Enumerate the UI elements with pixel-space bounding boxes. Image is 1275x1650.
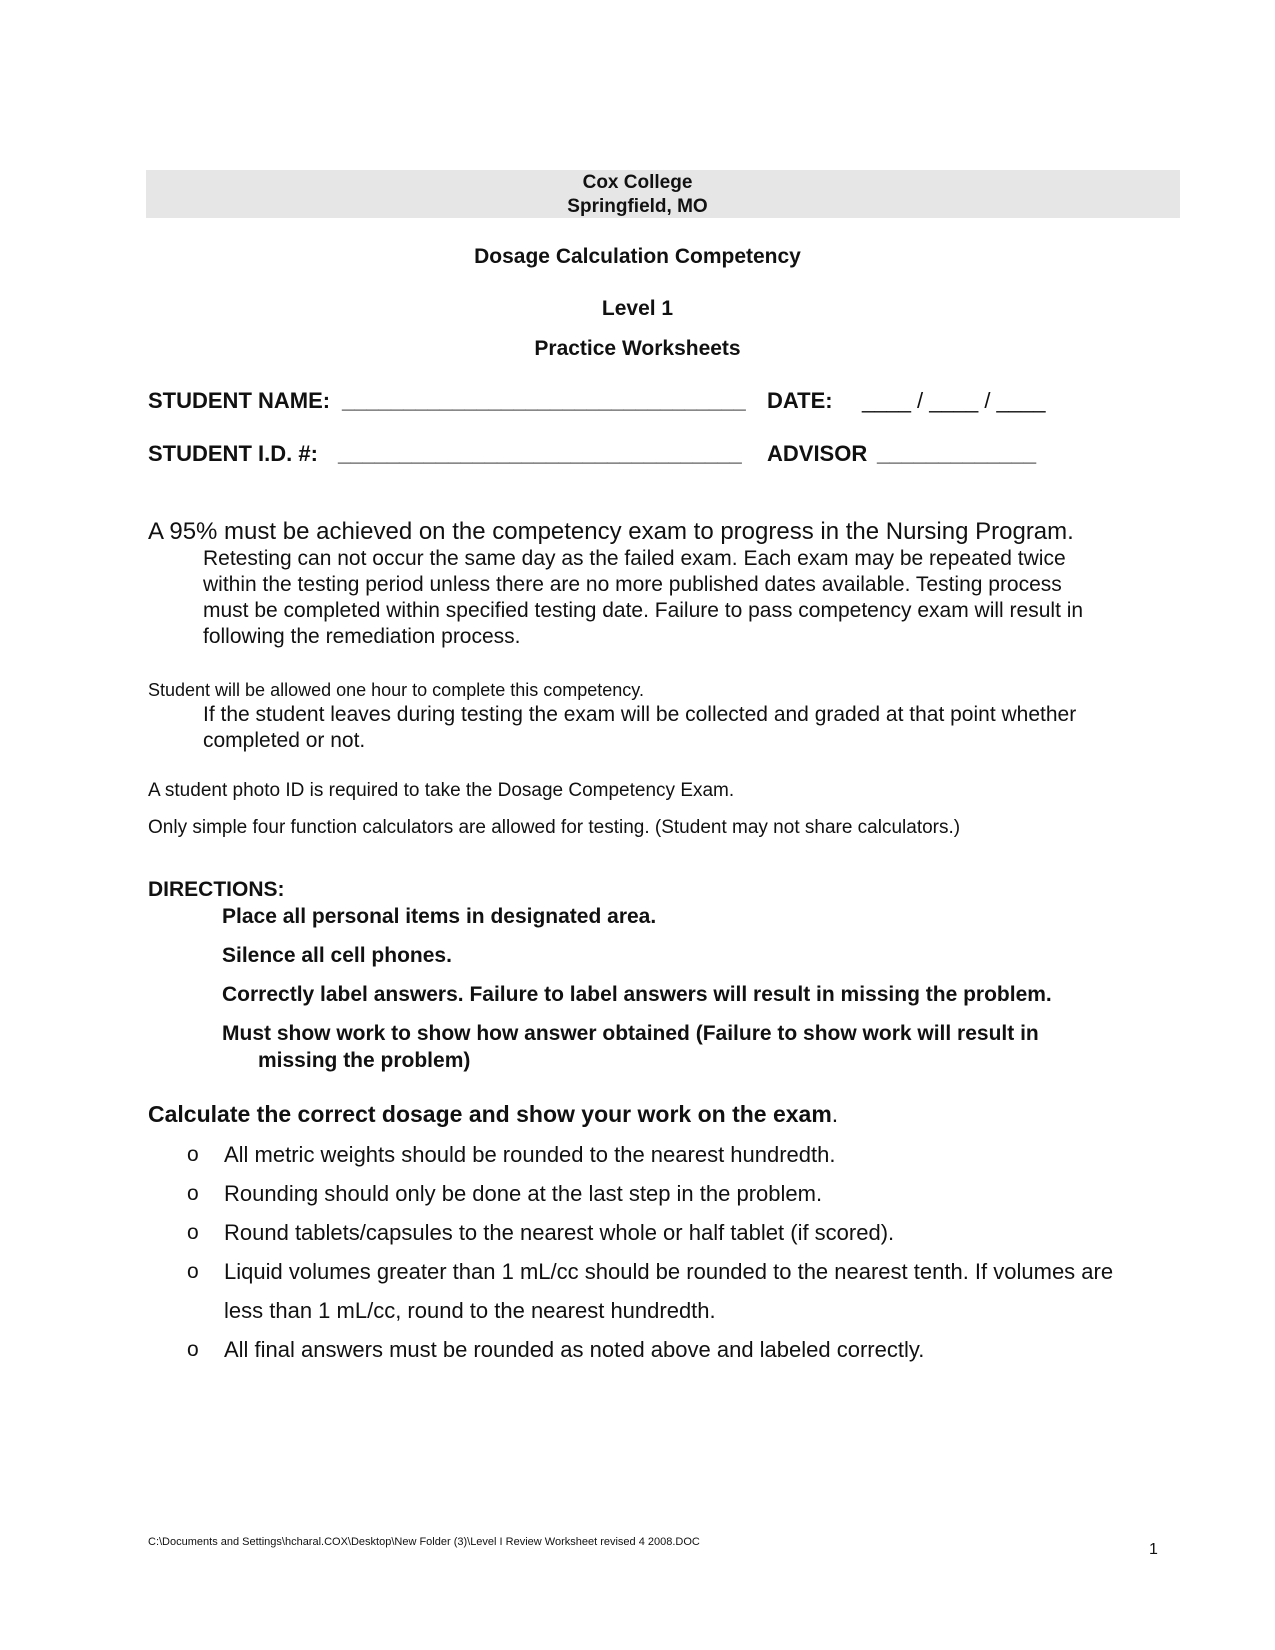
calculate-item: Rounding should only be done at the last step in the problem.	[224, 1181, 823, 1206]
direction-item: Place all personal items in designated area.	[222, 905, 657, 928]
retest-line: within the testing period unless there are no more published dates available. Testing process	[203, 573, 1062, 596]
college-name: Cox College	[582, 172, 693, 193]
student-name-line[interactable]: _________________________________	[342, 388, 746, 413]
date-label: DATE:	[767, 388, 833, 413]
bullet-icon: o	[187, 1182, 199, 1205]
directions-heading: DIRECTIONS:	[148, 878, 285, 901]
retest-line: must be completed within specified testing date. Failure to pass competency exam will result in	[203, 599, 1084, 622]
bullet-icon: o	[187, 1221, 199, 1244]
calculate-item: All metric weights should be rounded to the nearest hundredth.	[224, 1142, 836, 1167]
rules-lead: A 95% must be achieved on the competency exam to progress in the Nursing Program.	[148, 518, 1074, 545]
leave-line: completed or not.	[203, 729, 366, 752]
leave-line: If the student leaves during testing the exam will be collected and graded at that point whether	[203, 703, 1077, 726]
calculate-item-continued: less than 1 mL/cc, round to the nearest hundredth.	[224, 1298, 716, 1323]
page-subtitle: Practice Worksheets	[534, 337, 741, 360]
calculate-heading-period: .	[831, 1101, 839, 1127]
advisor-label: ADVISOR	[767, 441, 868, 466]
bullet-icon: o	[187, 1338, 199, 1361]
page-title: Dosage Calculation Competency	[474, 245, 801, 268]
calculate-item: Round tablets/capsules to the nearest whole or half tablet (if scored).	[224, 1220, 895, 1245]
date-line[interactable]: ____ / ____ / ____	[862, 388, 1046, 413]
direction-item: Correctly label answers. Failure to label answers will result in missing the problem.	[222, 983, 1052, 1006]
advisor-line[interactable]: _____________	[877, 441, 1037, 466]
calculator-rule: Only simple four function calculators are allowed for testing. (Student may not share calculators.)	[148, 817, 961, 838]
photo-id-rule: A student photo ID is required to take the Dosage Competency Exam.	[148, 780, 735, 801]
leave-paragraph	[203, 702, 1076, 754]
bullet-icon: o	[187, 1260, 199, 1283]
retest-paragraph	[203, 546, 1083, 650]
student-id-line[interactable]: _________________________________	[338, 441, 742, 466]
level-label: Level 1	[601, 297, 674, 320]
direction-item-continued: missing the problem)	[258, 1049, 471, 1072]
page-number: 1	[1149, 1541, 1158, 1558]
bullet-icon: o	[187, 1143, 199, 1166]
student-name-label: STUDENT NAME:	[148, 388, 331, 413]
calculate-item: Liquid volumes greater than 1 mL/cc should be rounded to the nearest tenth. If volumes are	[224, 1259, 1114, 1284]
time-limit: Student will be allowed one hour to complete this competency.	[148, 680, 644, 700]
retest-line: Retesting can not occur the same day as the failed exam. Each exam may be repeated twice	[203, 547, 1066, 570]
direction-item: Must show work to show how answer obtained (Failure to show work will result in	[222, 1022, 1039, 1045]
calculate-item: All final answers must be rounded as noted above and labeled correctly.	[224, 1337, 925, 1362]
student-id-label: STUDENT I.D. #:	[148, 441, 318, 466]
footer-file-path: C:\Documents and Settings\hcharal.COX\Desktop\New Folder (3)\Level I Review Worksheet revised 4 2008.DOC	[148, 1536, 700, 1548]
college-location: Springfield, MO	[567, 196, 708, 217]
retest-line: following the remediation process.	[203, 625, 521, 648]
calculate-heading	[148, 1101, 838, 1128]
calculate-heading-text: Calculate the correct dosage and show your work on the exam	[148, 1101, 832, 1127]
direction-item: Silence all cell phones.	[222, 944, 452, 967]
